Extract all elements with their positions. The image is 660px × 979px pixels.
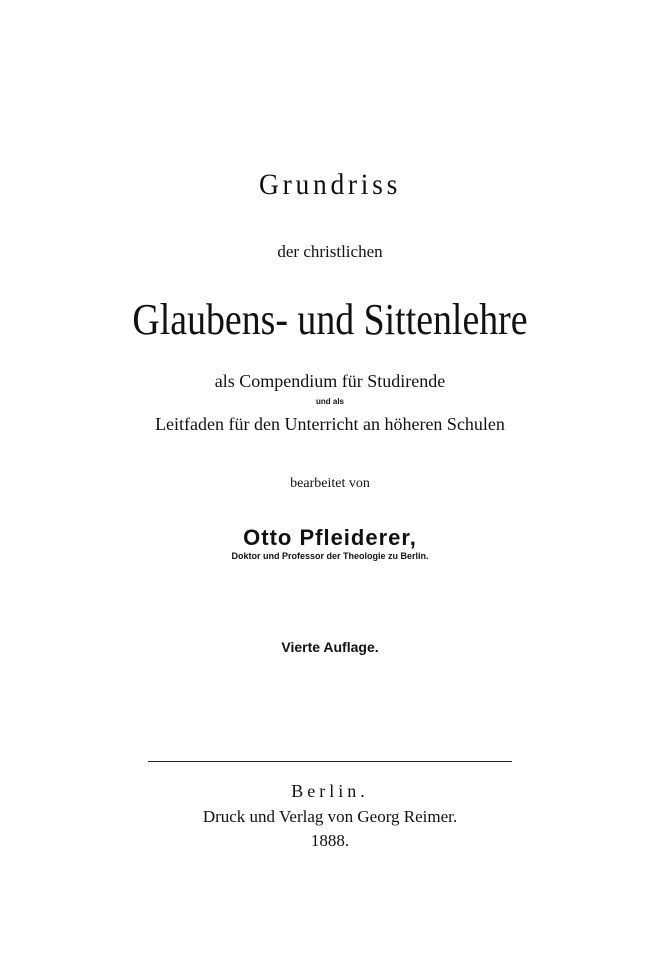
short-title: Grundriss bbox=[259, 168, 401, 201]
connector-text: und als bbox=[315, 397, 344, 406]
author-name: Otto Pfleiderer, bbox=[243, 525, 417, 550]
imprint-place: Berlin. bbox=[291, 781, 369, 801]
byline: bearbeitet von bbox=[290, 476, 370, 491]
edition: Vierte Auflage. bbox=[281, 639, 379, 655]
main-title: Glaubens- und Sittenlehre bbox=[132, 295, 528, 344]
imprint-year: 1888. bbox=[310, 831, 350, 850]
description-line-2: Leitfaden für den Unterricht an höheren Schulen bbox=[155, 414, 505, 434]
subtitle-prefix: der christlichen bbox=[277, 242, 383, 261]
divider-rule bbox=[148, 761, 512, 762]
author-title: Doktor und Professor der Theologie zu Berlin. bbox=[231, 551, 429, 561]
imprint-publisher: Druck und Verlag von Georg Reimer. bbox=[202, 807, 458, 826]
description-line-1: als Compendium für Studirende bbox=[214, 371, 446, 391]
